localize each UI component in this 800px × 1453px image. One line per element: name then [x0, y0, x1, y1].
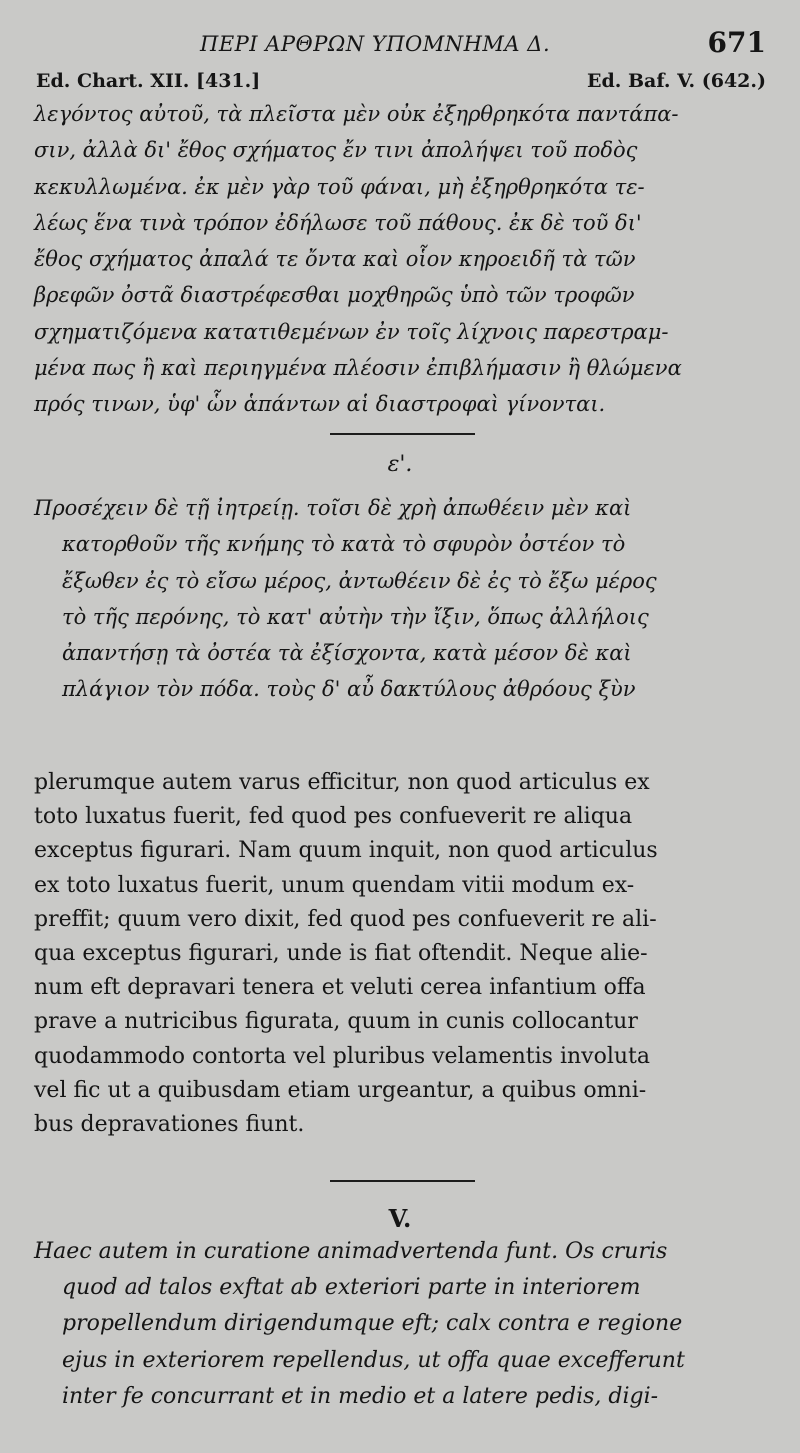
text-line: λέως ἕνα τινὰ τρόπον ἐδήλωσε τοῦ πάθους. ἐκ δὲ τοῦ δι' [34, 210, 642, 235]
text-line: prave a nutricibus figurata, quum in cunis collocantur [34, 1009, 638, 1035]
greek-passage-2 [34, 490, 766, 708]
text-line: ex toto luxatus fuerit, unum quendam vitii modum ex- [34, 872, 635, 898]
text-line: ἀπαντήσῃ τὰ ὀστέα τὰ ἐξίσχοντα, κατὰ μέσον δὲ καὶ [62, 641, 632, 666]
running-head [0, 24, 800, 64]
latin-section-number: V. [388, 1204, 412, 1233]
edition-reference-left: Ed. Chart. XII. [431.] [36, 70, 261, 92]
text-line: toto luxatus fuerit, fed quod pes confueverit re aliqua [34, 804, 633, 830]
section-divider [330, 433, 475, 435]
running-title: ΠΕΡΙ ΑΡΘΡΩΝ ΥΠΟΜΝΗΜΑ Δ. [200, 32, 551, 56]
text-line: βρεφῶν ὀστᾶ διαστρέφεσθαι μοχθηρῶς ὑπὸ τῶν τροφῶν [34, 283, 635, 308]
text-line: ejus in exteriorem repellendus, ut offa quae excefferunt [62, 1347, 685, 1373]
edition-reference-right: Ed. Baf. V. (642.) [587, 70, 766, 92]
text-line: ἔθος σχήματος ἀπαλά τε ὄντα καὶ οἷον κηροειδῆ τὰ τῶν [34, 247, 636, 272]
text-line: κεκυλλωμένα. ἐκ μὲν γὰρ τοῦ φάναι, μὴ ἐξηρθρηκότα τε- [34, 174, 645, 199]
text-line: qua exceptus figurari, unde is fiat oftendit. Neque alie- [34, 940, 648, 966]
text-line: quodammodo contorta vel pluribus velamentis involuta [34, 1043, 650, 1069]
text-line: λεγόντος αὐτοῦ, τὰ πλεῖστα μὲν οὐκ ἐξηρθρηκότα παντάπα- [34, 102, 679, 126]
text-line: plerumque autem varus efficitur, non quod articulus ex [34, 770, 650, 795]
section-divider [330, 1180, 475, 1182]
text-line: πλάγιον τὸν πόδα. τοὺς δ' αὖ δακτύλους ἀθρόους ξὺν [62, 677, 636, 702]
greek-passage-1 [34, 96, 766, 423]
page-number: 671 [707, 26, 766, 59]
text-line: vel fic ut a quibusdam etiam urgeantur, a quibus omni- [34, 1077, 647, 1103]
text-line: quod ad talos exftat ab exteriori parte in interiorem [62, 1275, 641, 1301]
greek-section-number: ε'. [387, 452, 413, 477]
text-line: Haec autem in curatione animadvertenda funt. Os cruris [34, 1239, 668, 1264]
text-line: πρός τινων, ὑφ' ὧν ἁπάντων αἱ διαστροφαὶ γίνονται. [34, 392, 606, 417]
text-line: κατορθοῦν τῆς κνήμης τὸ κατὰ τὸ σφυρὸν ὀστέον τὸ [62, 532, 626, 557]
text-line: inter fe concurrant et in medio et a latere pedis, digi- [62, 1383, 659, 1409]
text-line: Προσέχειν δὲ τῇ ἰητρείῃ. τοῖσι δὲ χρὴ ἀπωθέειν μὲν καὶ [34, 496, 632, 520]
text-line: exceptus figurari. Nam quum inquit, non quod articulus [34, 838, 658, 864]
text-line: σχηματιζόμενα κατατιθεμένων ἐν τοῖς λίχνοις παρεστραμ- [34, 319, 669, 344]
text-line: preffit; quum vero dixit, fed quod pes confueverit re ali- [34, 906, 657, 932]
latin-passage-1 [34, 766, 766, 1142]
text-line: ἔξωθεν ἐς τὸ εἴσω μέρος, ἀντωθέειν δὲ ἐς τὸ ἔξω μέρος [62, 568, 657, 593]
text-line: τὸ τῆς περόνης, τὸ κατ' αὐτὴν τὴν ἴξιν, ὅπως ἀλλήλοις [62, 604, 649, 629]
text-line: bus depravationes fiunt. [34, 1111, 305, 1137]
text-line: μένα πως ἢ καὶ περιηγμένα πλέοσιν ἐπιβλήμασιν ἢ θλώμενα [34, 356, 682, 381]
latin-passage-2 [34, 1234, 766, 1415]
text-line: propellendum dirigendumque eft; calx contra e regione [62, 1311, 683, 1337]
text-line: num eft depravari tenera et veluti cerea infantium offa [34, 975, 646, 1001]
text-line: σιν, ἀλλὰ δι' ἔθος σχήματος ἔν τινι ἀπολήψει τοῦ ποδὸς [34, 138, 638, 163]
